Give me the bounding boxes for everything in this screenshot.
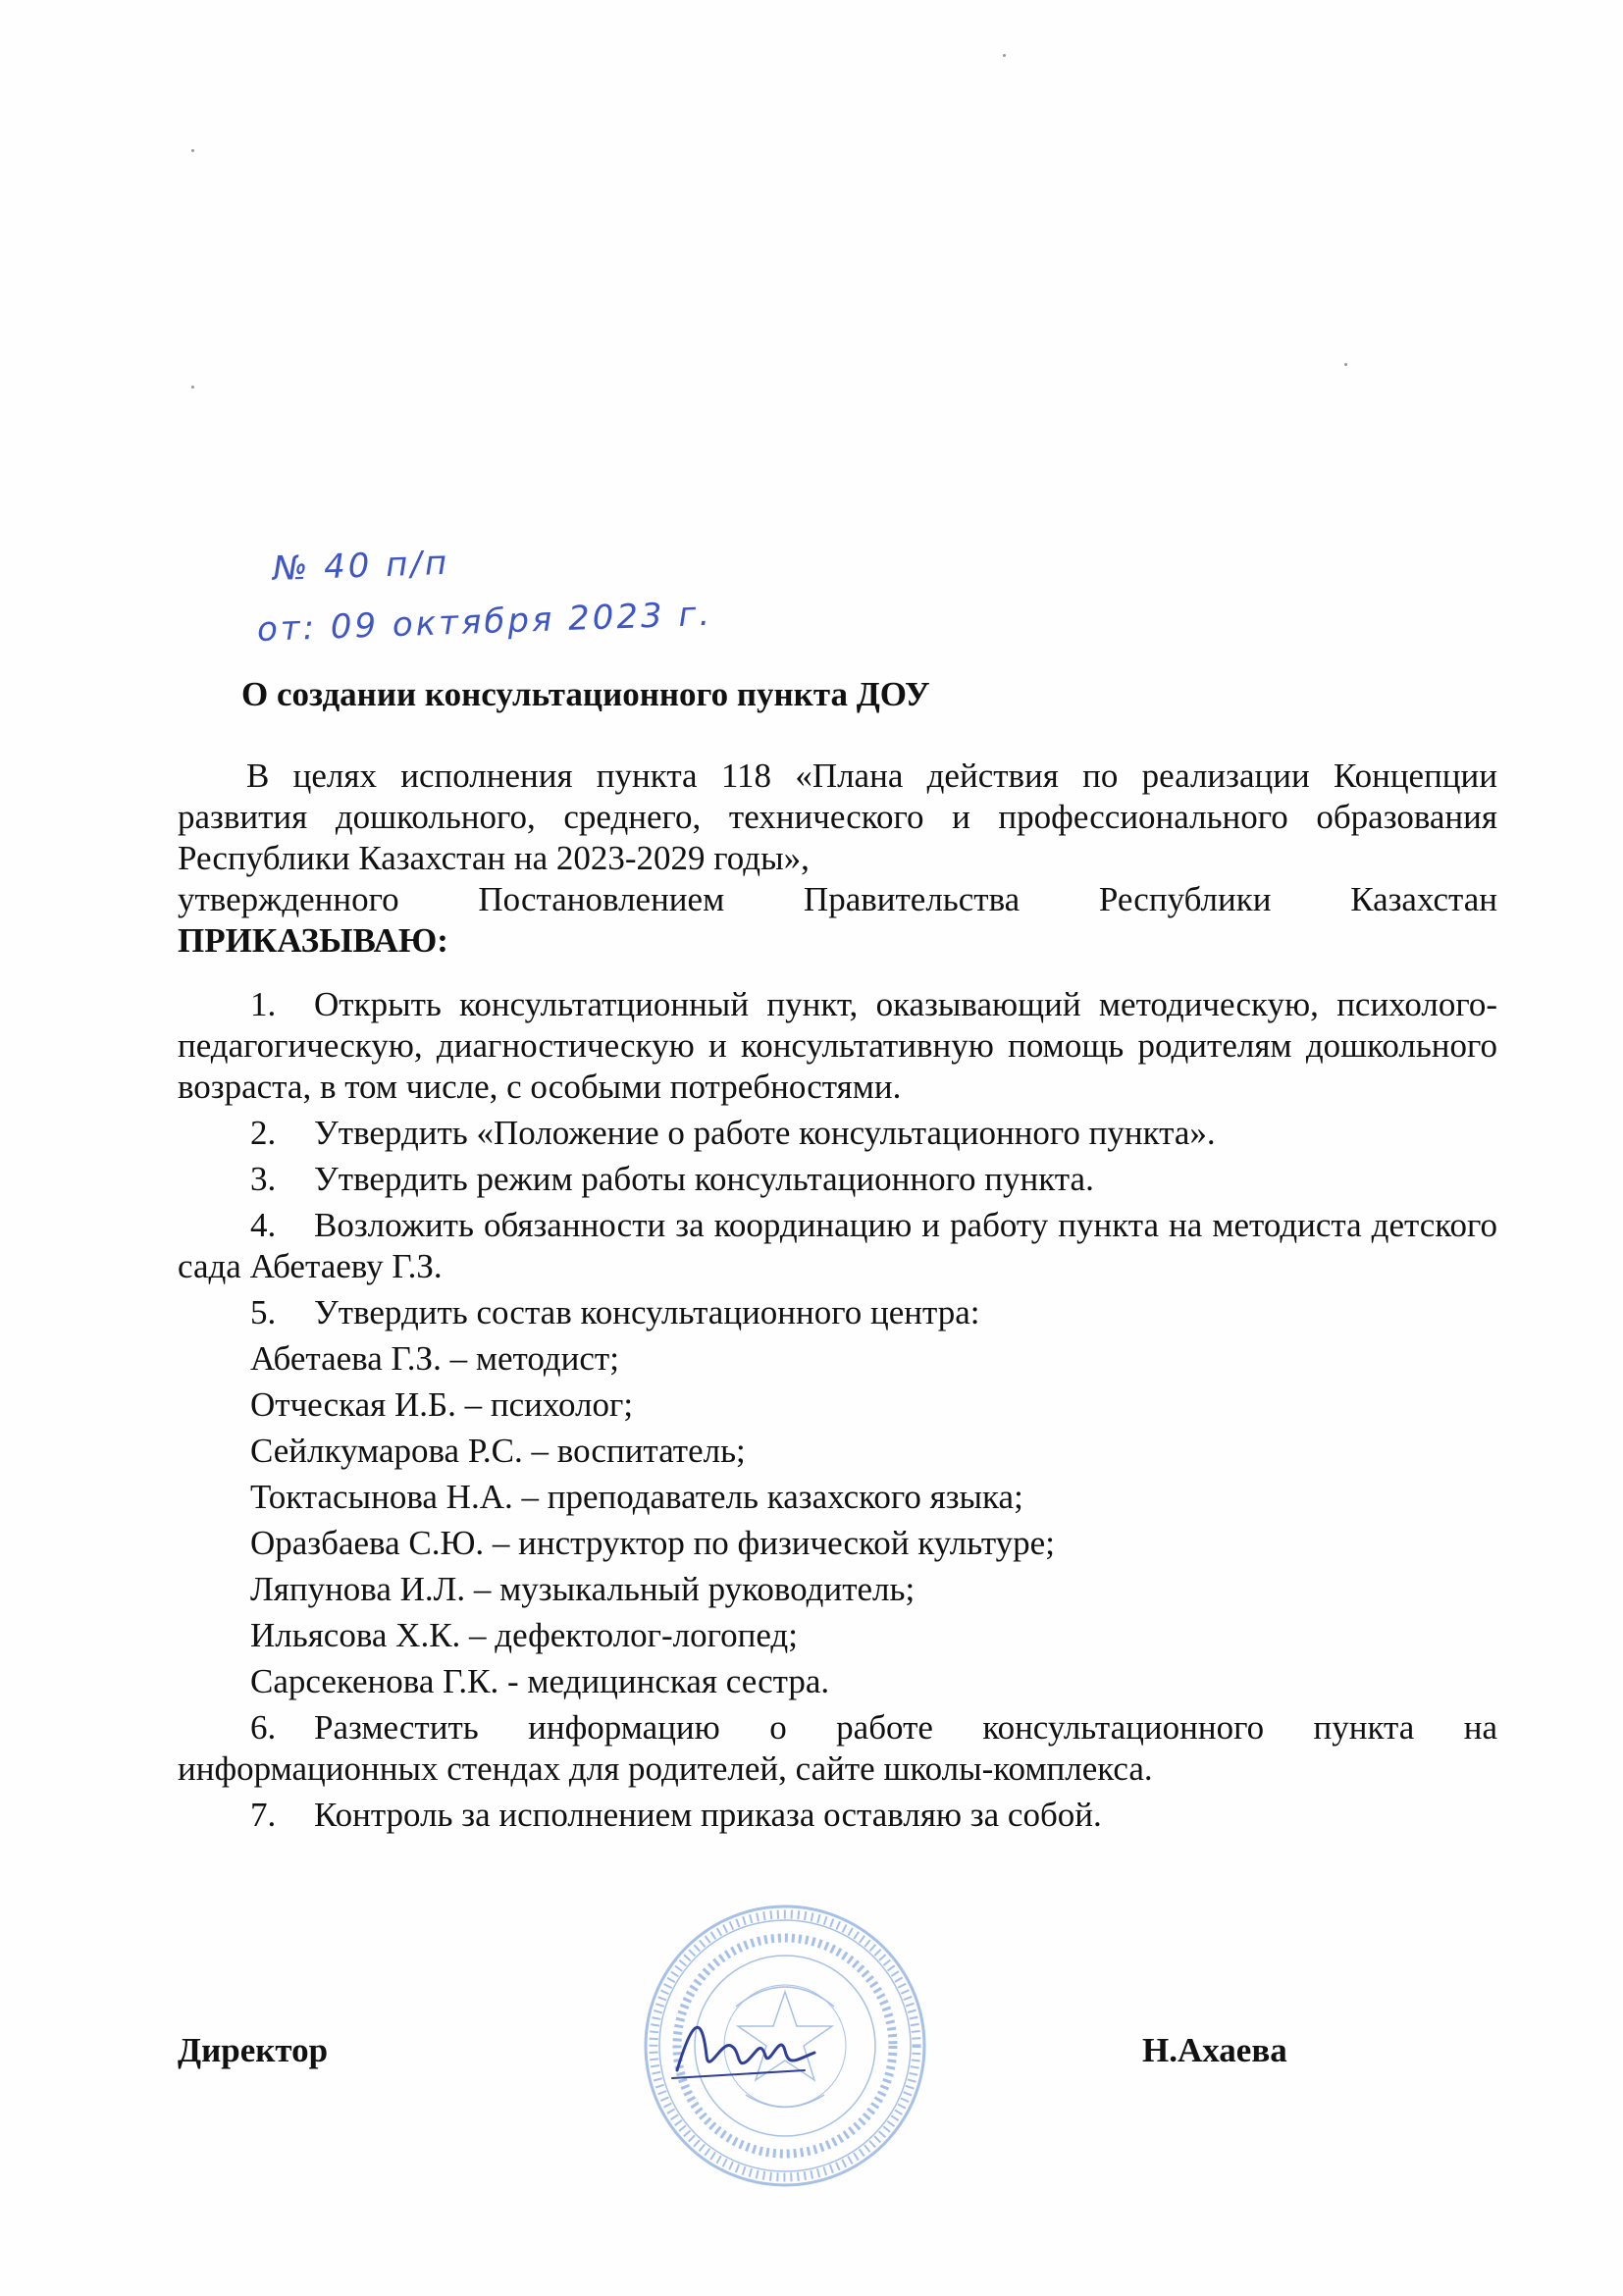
item-number: 5. bbox=[250, 1293, 277, 1331]
signature-name: Н.Ахаева bbox=[1142, 2031, 1287, 2069]
item-text: Утвердить режим работы консультационного пункта. bbox=[314, 1160, 1094, 1198]
item-number: 3. bbox=[250, 1160, 277, 1198]
staff-member: Ляпунова И.Л. – музыкальный руководитель; bbox=[250, 1570, 916, 1608]
item-text: Возложить обязанности за координацию и работу пункта на методиста детского сада Абетаеву Г.З. bbox=[178, 1206, 1497, 1285]
order-item bbox=[178, 1113, 1497, 1154]
scan-speck bbox=[191, 386, 194, 389]
orders-heading: ПРИКАЗЫВАЮ: bbox=[178, 921, 448, 960]
handwritten-order-number: № 40 п/п bbox=[272, 543, 450, 589]
scan-speck bbox=[191, 149, 194, 152]
director-signature bbox=[667, 2002, 824, 2090]
preamble-text: В целях исполнения пункта 118 «Плана действия по реализации Концепции развития дошкольного, среднего, технического и профессионального образования Республики Казахстан на 2023-2029 годы», bbox=[178, 757, 1497, 877]
item-number: 7. bbox=[250, 1796, 277, 1834]
staff-member: Сейлкумарова Р.С. – воспитатель; bbox=[250, 1432, 746, 1470]
signature-position: Директор bbox=[178, 2031, 329, 2069]
order-item bbox=[178, 1707, 1497, 1790]
item-number: 4. bbox=[250, 1206, 277, 1244]
staff-member: Отческая И.Б. – психолог; bbox=[250, 1385, 634, 1424]
preamble bbox=[178, 756, 1497, 962]
item-number: 6. bbox=[250, 1708, 277, 1747]
scan-speck bbox=[1003, 54, 1006, 57]
staff-member: Оразбаева С.Ю. – инструктор по физической культуре; bbox=[250, 1524, 1055, 1562]
item-number: 2. bbox=[250, 1114, 277, 1152]
item-text: Контроль за исполнением приказа оставляю за собой. bbox=[314, 1796, 1102, 1834]
item-number: 1. bbox=[250, 985, 277, 1023]
order-item bbox=[178, 1795, 1497, 1836]
item-text: Разместить информацию о работе консультационного пункта на информационных стендах для родителей, сайте школы-комплекса. bbox=[178, 1708, 1497, 1788]
order-item bbox=[178, 1292, 1497, 1333]
staff-member: Токтасынова Н.А. – преподаватель казахского языка; bbox=[250, 1478, 1023, 1516]
order-items bbox=[178, 984, 1497, 1841]
staff-member: Ильясова Х.К. – дефектолог-логопед; bbox=[250, 1616, 798, 1654]
item-text: Утвердить состав консультационного центра: bbox=[314, 1293, 980, 1331]
item-text: Открыть консультатционный пункт, оказывающий методическую, психолого-педагогическую, диагностическую и консультативную помощь родителям дошкольного возраста, в том числе, с особыми потребностями. bbox=[178, 985, 1497, 1106]
preamble-text-continued: утвержденного Постановлением Правительства Республики Казахстан bbox=[178, 880, 1497, 918]
staff-member: Сарсекенова Г.К. - медицинская сестра. bbox=[250, 1662, 830, 1700]
order-item bbox=[178, 1159, 1497, 1200]
item-text: Утвердить «Положение о работе консультационного пункта». bbox=[314, 1114, 1216, 1152]
order-item bbox=[178, 984, 1497, 1108]
document-title: О создании консультационного пункта ДОУ bbox=[241, 675, 930, 713]
order-item bbox=[178, 1205, 1497, 1287]
scan-speck bbox=[1344, 363, 1347, 366]
staff-member: Абетаева Г.З. – методист; bbox=[250, 1339, 619, 1378]
handwritten-order-date: от: 09 октября 2023 г. bbox=[256, 594, 713, 650]
